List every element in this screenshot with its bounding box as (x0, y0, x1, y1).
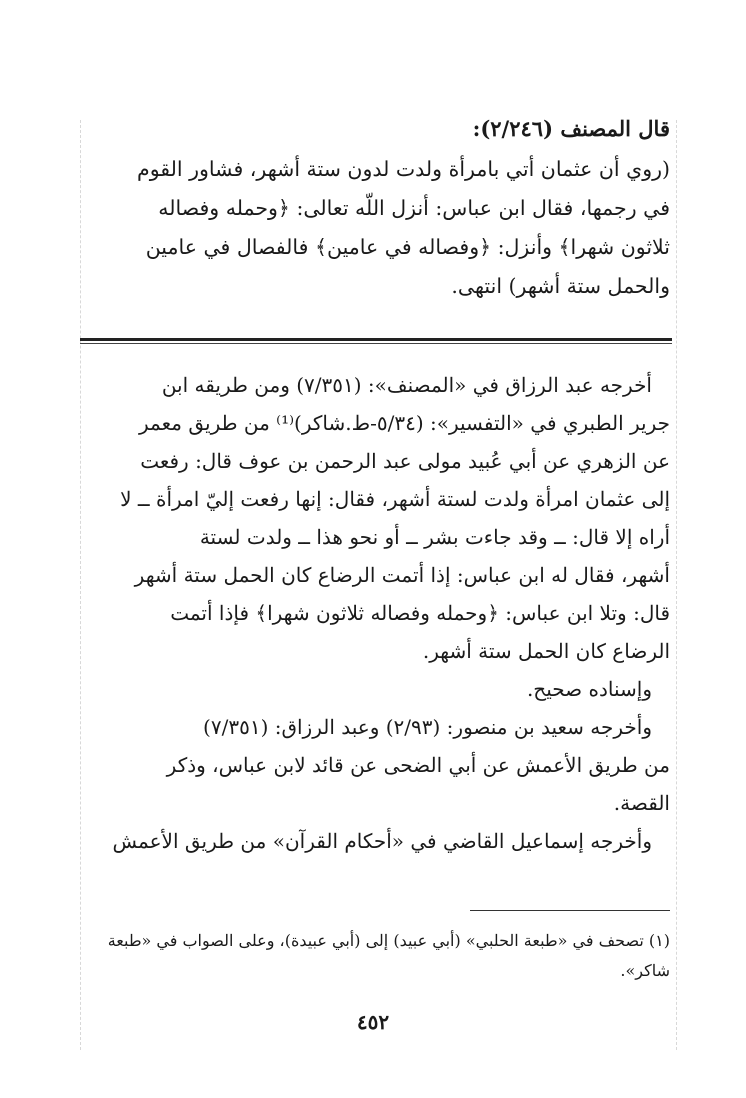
margin-guide-right (676, 120, 677, 1050)
quote-line: في رجمها، فقال ابن عباس: أنزل اللّه تعالى: ﴿وحمله وفصاله (158, 196, 670, 220)
quote-line: والحمل ستة أشهر) انتهى. (451, 274, 670, 298)
separator-rule-thin (80, 343, 672, 344)
body-line: جرير الطبري في «التفسير»: (٥/٣٤-ط.شاكر)⁽¹⁾ من طريق معمر (139, 411, 670, 435)
separator-rule-thick (80, 338, 672, 341)
body-line: وإسناده صحيح. (526, 677, 652, 701)
body-line: إلى عثمان امرأة ولدت لستة أشهر، فقال: إنها رفعت إليّ امرأة ــ لا (120, 487, 670, 511)
footnote-line: شاكر». (620, 961, 670, 980)
quoted-text (80, 150, 670, 306)
quote-line: (روي أن عثمان أتي بامرأة ولدت لدون ستة أشهر، فشاور القوم (137, 157, 670, 181)
footnote-line: (١) تصحف في «طبعة الحلبي» (أبي عبيد) إلى (أبي عبيدة)، وعلى الصواب في «طبعة (107, 931, 670, 950)
section-heading (80, 112, 670, 146)
body-line: وأخرجه سعيد بن منصور: (٢/٩٣) وعبد الرزاق: (٧/٣٥١) (203, 715, 652, 739)
body-line: وأخرجه إسماعيل القاضي في «أحكام القرآن» من طريق الأعمش (112, 829, 652, 853)
body-line: عن الزهري عن أبي عُبيد مولى عبد الرحمن بن عوف قال: رفعت (140, 449, 670, 473)
body-line: أشهر، فقال له ابن عباس: إذا أتمت الرضاع كان الحمل ستة أشهر (134, 563, 670, 587)
quote-line: ثلاثون شهرا﴾ وأنزل: ﴿وفصاله في عامين﴾ فالفصال في عامين (145, 235, 670, 259)
body-line: قال: وتلا ابن عباس: ﴿وحمله وفصاله ثلاثون شهرا﴾ فإذا أتمت (170, 601, 670, 625)
body-line: من طريق الأعمش عن أبي الضحى عن قائد لابن عباس، وذكر (166, 753, 670, 777)
footnote-rule (470, 910, 670, 911)
body-line: القصة. (613, 791, 670, 815)
commentary-text (80, 366, 670, 860)
body-line: أراه إلا قال: ــ وقد جاءت بشر ــ أو نحو هذا ــ ولدت لستة (199, 525, 670, 549)
footnote (80, 926, 670, 986)
body-line: أخرجه عبد الرزاق في «المصنف»: (٧/٣٥١) ومن طريقه ابن (161, 373, 652, 397)
heading-text: قال المصنف (٢/٢٤٦): (472, 116, 670, 141)
page-number: ٤٥٢ (356, 1010, 390, 1034)
body-line: الرضاع كان الحمل ستة أشهر. (422, 639, 670, 663)
